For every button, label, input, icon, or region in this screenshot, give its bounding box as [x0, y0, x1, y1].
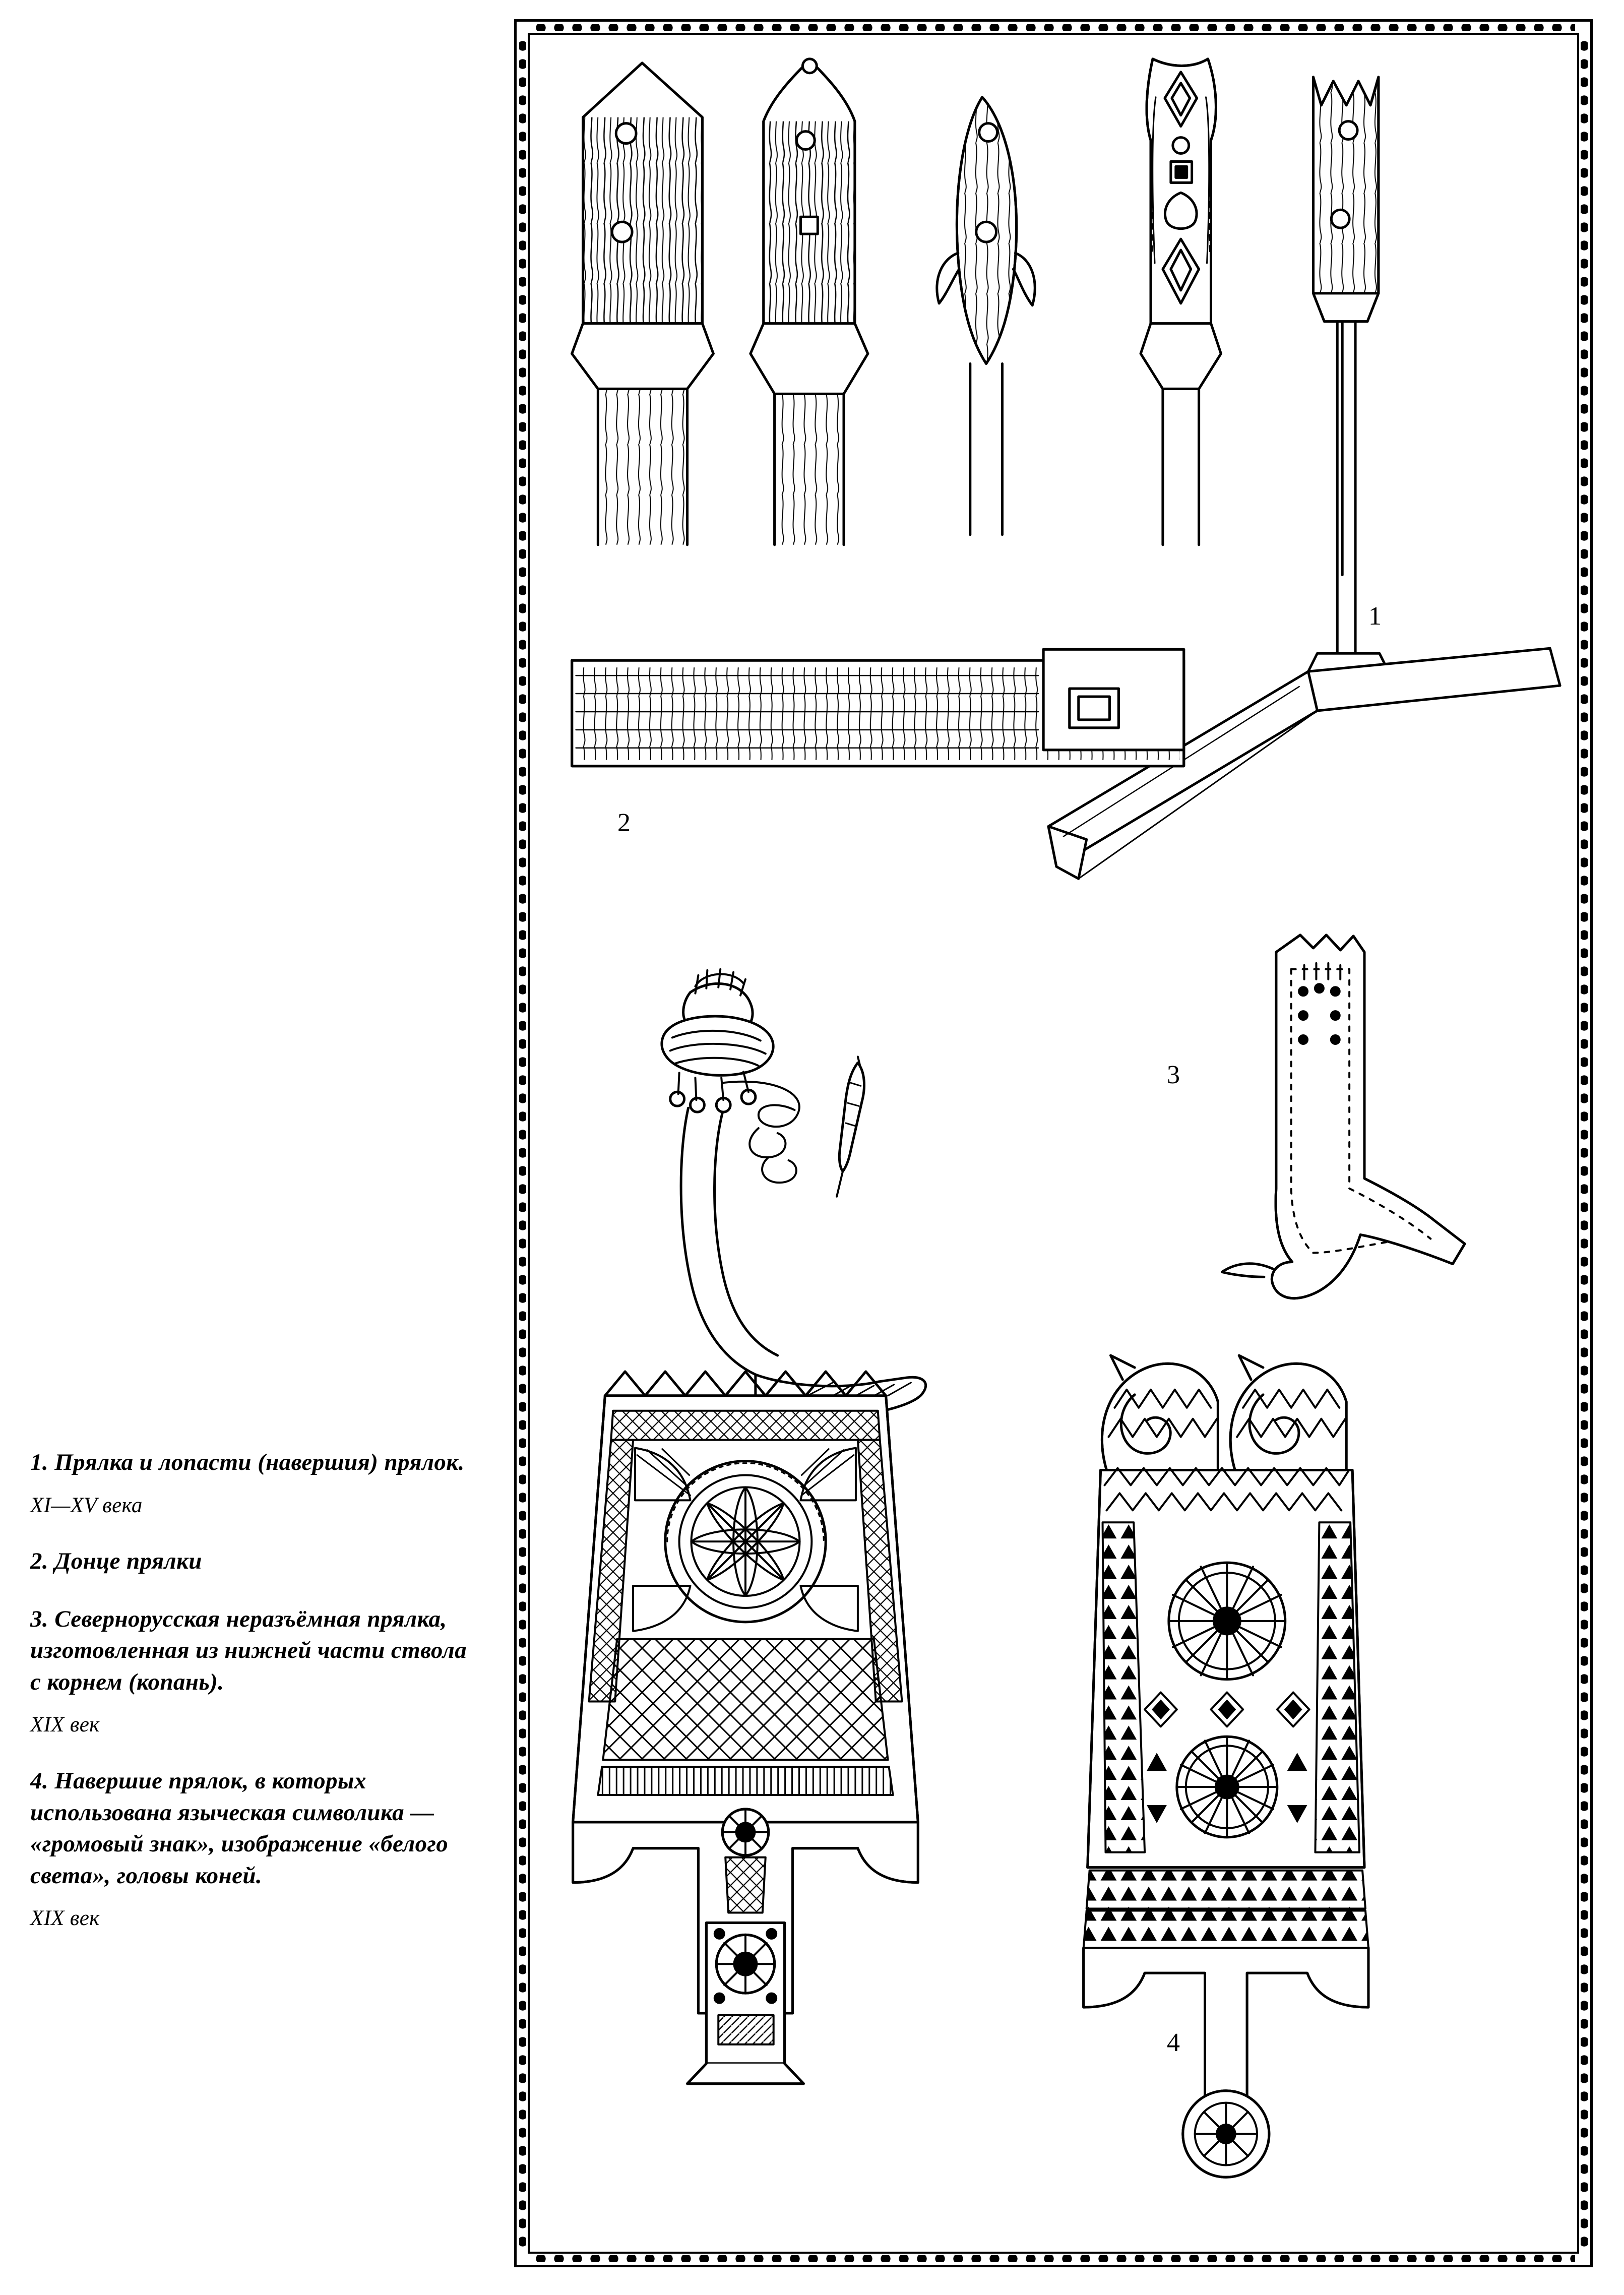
caption-4-text: 4. Навершие прялок, в которых использована языческая символика — «громовый знак», изображение «белого света», головы коней. [30, 1768, 449, 1889]
caption-1-date: XI—XV века [30, 1493, 143, 1517]
caption-block-4 [30, 1765, 479, 1933]
plate-border-dots-top [532, 24, 1575, 31]
caption-block-3 [30, 1603, 479, 1739]
caption-block-2 [30, 1545, 479, 1577]
caption-column [30, 1447, 479, 1959]
plate-border-dots-bottom [532, 2255, 1575, 2262]
figure-number-1: 1 [1368, 602, 1382, 631]
caption-3-text: 3. Севернорусская неразъёмная прялка, изготовленная из нижней части ствола с корнем (копань). [30, 1605, 467, 1695]
caption-block-1 [30, 1447, 479, 1519]
figure-number-3: 3 [1167, 1061, 1180, 1089]
caption-1-text: 1. Прялка и лопасти (навершия) прялок. [30, 1449, 465, 1475]
caption-4-date: XIX век [30, 1906, 100, 1931]
illustration-plate [514, 19, 1593, 2267]
figure-number-2: 2 [617, 809, 631, 837]
caption-2-text: 2. Донце прялки [30, 1548, 202, 1575]
plate-border-dots-right [1581, 37, 1588, 2250]
plate-border-dots-left [519, 37, 526, 2250]
figure-number-4: 4 [1167, 2028, 1180, 2057]
caption-3-date: XIX век [30, 1713, 100, 1737]
plate-artwork [537, 42, 1570, 2245]
